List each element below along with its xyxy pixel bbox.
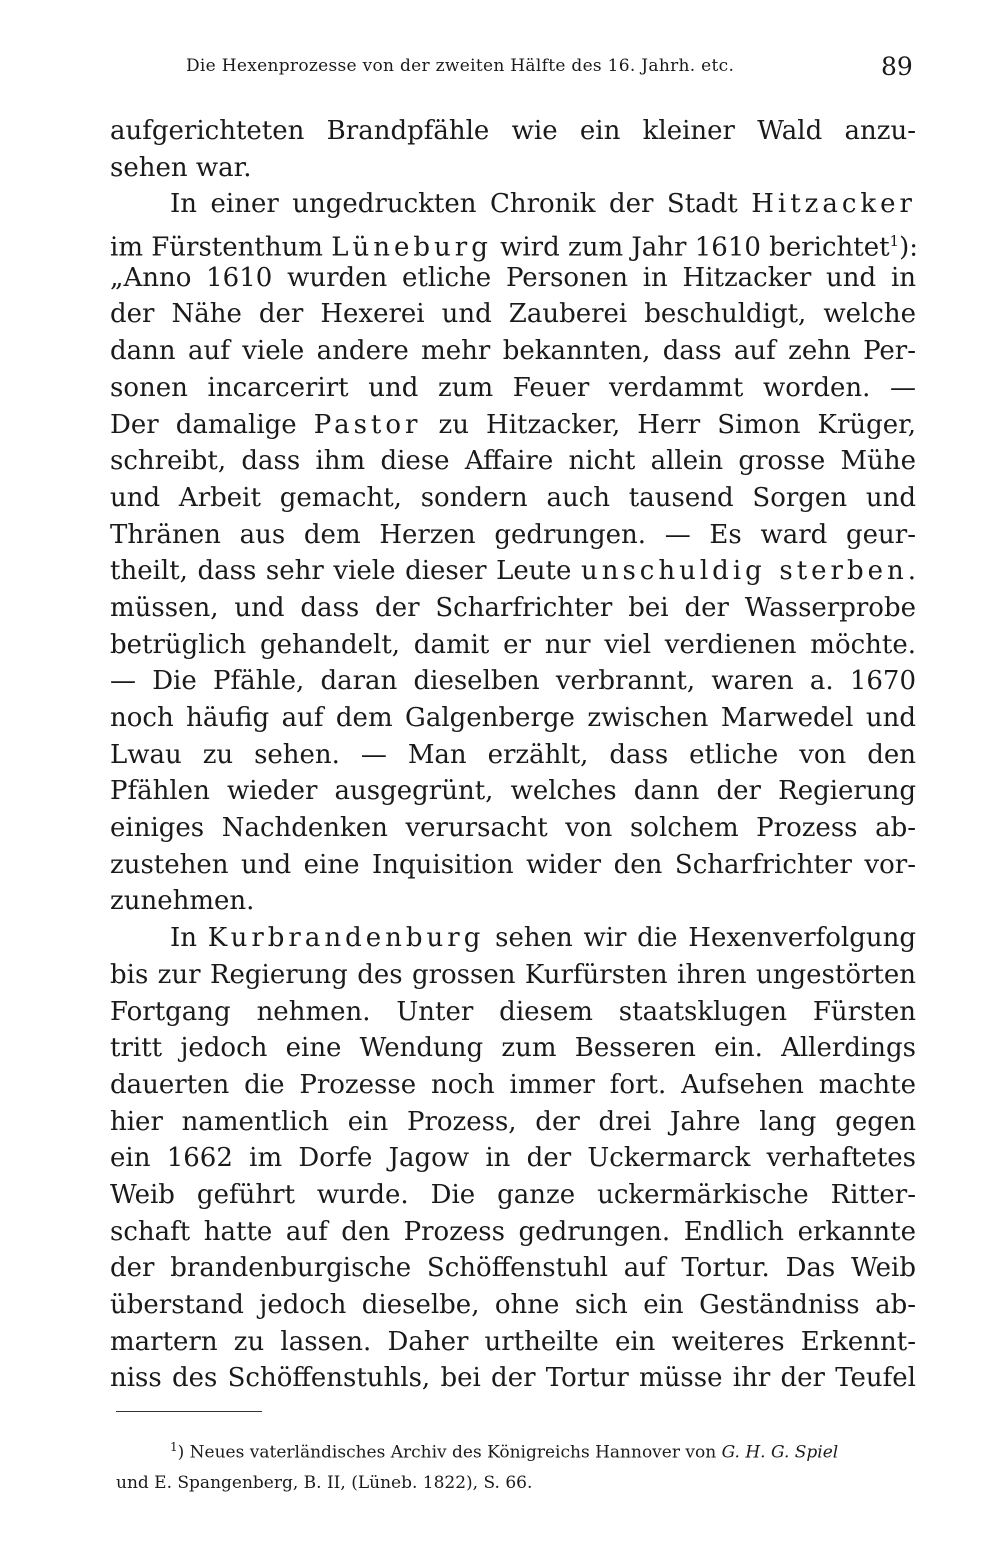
text-line: dann auf viele andere mehr bekannten, dass auf zehn Per- — [110, 336, 916, 367]
footnote-text: ) Neues vaterländisches Archiv des Königreichs Hannover von — [177, 1442, 722, 1463]
text-line: und Arbeit gemacht, sondern auch tausend Sorgen und — [110, 482, 916, 513]
text-line: dauerten die Prozesse noch immer fort. Aufsehen machte — [110, 1069, 916, 1100]
line-segment: wird zum Jahr 1610 berichtet — [491, 232, 890, 263]
spaced-word-pastor: Pastor — [313, 409, 422, 440]
footnote-line — [116, 1432, 922, 1468]
line-segment: . — [907, 556, 916, 587]
spaced-name-lueneburg: Lüneburg — [331, 232, 492, 263]
text-line: „Anno 1610 wurden etliche Personen in Hitzacker und in — [110, 262, 916, 293]
text-line: ein 1662 im Dorfe Jagow in der Uckermarck verhaftetes — [110, 1143, 916, 1174]
text-line: bis zur Regierung des grossen Kurfürsten ihren ungestörten — [110, 959, 916, 990]
text-line — [110, 407, 916, 444]
running-head: Die Hexenprozesse von der zweiten Hälfte des 16. Jahrh. etc. — [186, 56, 735, 76]
footnote-divider — [116, 1411, 262, 1412]
line-segment: sehen wir die Hexenverfolgung — [484, 923, 916, 954]
line-segment: In — [170, 923, 208, 954]
text-line: tritt jedoch eine Wendung zum Besseren ein. Allerdings — [110, 1033, 916, 1064]
footnote-mark: 1 — [170, 1440, 178, 1454]
text-line: — Die Pfähle, daran dieselben verbrannt, waren a. 1670 — [110, 666, 916, 697]
footnote-author: G. H. G. Spiel — [721, 1442, 839, 1463]
text-line: der Nähe der Hexerei und Zauberei beschuldigt, welche — [110, 299, 916, 330]
footnote-reference: 1 — [889, 232, 900, 251]
text-line: Fortgang nehmen. Unter diesem staatsklugen Fürsten — [110, 996, 916, 1027]
spaced-name-hitzacker: Hitzacker — [751, 189, 916, 220]
spaced-name-kurbrandenburg: Kurbrandenburg — [207, 923, 485, 954]
text-line: einiges Nachdenken verursacht von solchem Prozess ab- — [110, 813, 916, 844]
footnote-line: und E. Spangenberg, B. II, (Lüneb. 1822), S. 66. — [116, 1472, 533, 1493]
footnote — [116, 1432, 922, 1498]
text-line: Lwau zu sehen. — Man erzählt, dass etliche von den — [110, 739, 916, 770]
text-line: niss des Schöffenstuhls, bei der Tortur müsse ihr der Teufel — [110, 1363, 916, 1394]
text-line — [110, 223, 918, 263]
text-line — [110, 920, 916, 957]
text-line: sonen incarcerirt und zum Feuer verdammt worden. — — [110, 372, 916, 403]
text-line — [110, 186, 916, 223]
body-text — [110, 113, 916, 1397]
page-number: 89 — [881, 52, 913, 81]
text-line: martern zu lassen. Daher urtheilte ein weiteres Erkennt- — [110, 1326, 916, 1357]
text-line: betrüglich gehandelt, damit er nur viel verdienen möchte. — [110, 629, 916, 660]
line-segment: im Fürstenthum — [110, 232, 332, 263]
text-line: aufgerichteten Brandpfähle wie ein kleiner Wald anzu- — [110, 116, 916, 146]
line-segment: theilt, dass sehr viele dieser Leute — [110, 556, 581, 587]
text-line — [110, 553, 916, 590]
text-line: überstand jedoch dieselbe, ohne sich ein Geständniss ab- — [110, 1290, 916, 1320]
text-line: Pfählen wieder ausgegrünt, welches dann der Regierung — [110, 776, 916, 807]
text-line: Weib geführt wurde. Die ganze uckermärkische Ritter- — [110, 1179, 916, 1210]
text-line: müssen, und dass der Scharfrichter bei der Wasserprobe — [110, 592, 916, 623]
text-line: sehen war. — [110, 152, 252, 183]
text-line: zunehmen. — [110, 886, 255, 917]
text-line: hier namentlich ein Prozess, der drei Jahre lang gegen — [110, 1106, 916, 1137]
text-line: schreibt, dass ihm diese Affaire nicht allein grosse Mühe — [110, 446, 916, 477]
line-segment: zu Hitzacker, Herr Simon Krüger, — [421, 409, 916, 440]
line-segment: ): — [899, 232, 918, 263]
text-line: schaft hatte auf den Prozess gedrungen. Endlich erkannte — [110, 1216, 916, 1247]
page-header — [186, 50, 926, 90]
line-segment: In einer ungedruckten Chronik der Stadt — [170, 189, 752, 220]
line-segment: Der damalige — [110, 409, 314, 440]
text-line: zustehen und eine Inquisition wider den Scharfrichter vor- — [110, 849, 916, 880]
text-line: Thränen aus dem Herzen gedrungen. — Es ward geur- — [110, 519, 916, 550]
spaced-phrase-unschuldig-sterben: unschuldig sterben — [580, 556, 908, 587]
text-line: der brandenburgische Schöffenstuhl auf Tortur. Das Weib — [110, 1253, 916, 1284]
text-line: noch häufig auf dem Galgenberge zwischen Marwedel und — [110, 703, 916, 733]
